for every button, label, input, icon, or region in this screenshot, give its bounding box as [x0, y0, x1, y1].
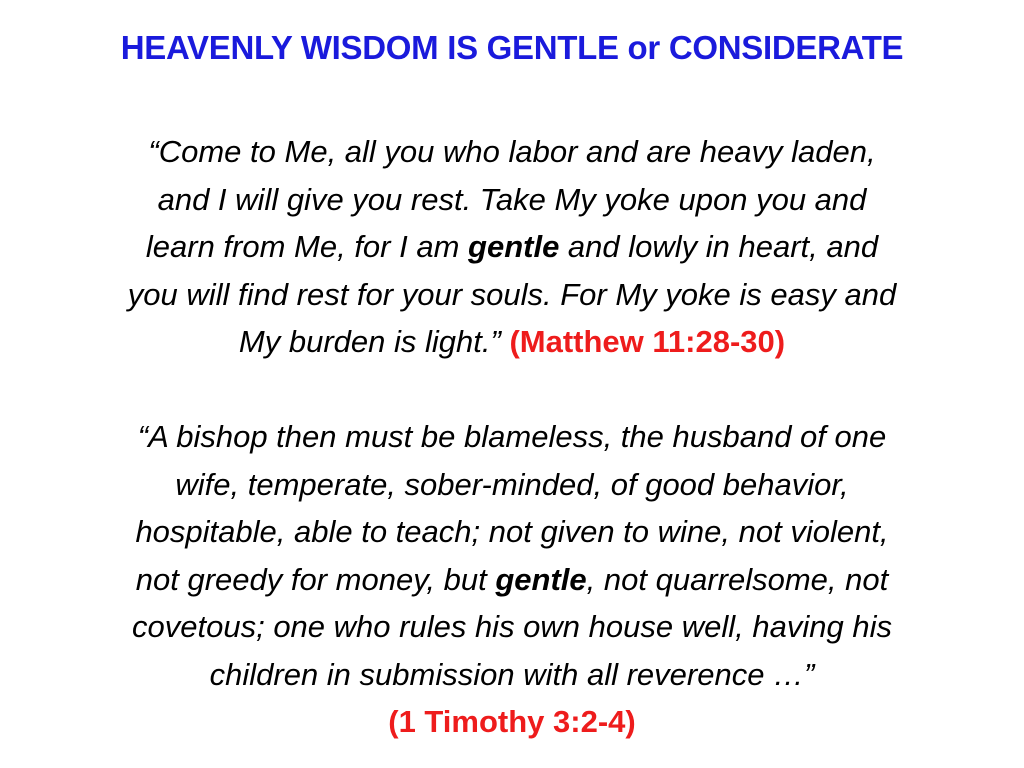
emphasis-word: gentle — [468, 229, 560, 264]
quote-text: and lowly in heart, and — [559, 229, 879, 264]
quote-line — [40, 176, 984, 224]
quote-text: My burden is light.” — [238, 324, 501, 359]
quote-line — [40, 603, 984, 651]
quote-text: learn from Me, for I am — [145, 229, 469, 264]
quote-text: not greedy for money, but — [135, 561, 496, 597]
quote-text: and I will give you rest. Take My yoke upon you and — [157, 181, 867, 217]
quote-text: you will find rest for your souls. For My yoke is easy and — [127, 276, 897, 312]
quote-text: wife, temperate, sober-minded, of good behavior, — [175, 466, 849, 502]
quote-line — [40, 461, 984, 509]
quote-text: “A bishop then must be blameless, the husband of one — [137, 419, 887, 454]
quote-line — [40, 651, 984, 699]
quote-line — [40, 318, 984, 366]
quote-line — [40, 508, 984, 556]
emphasis-word: gentle — [495, 561, 587, 597]
quote-line — [40, 698, 984, 746]
quote-line — [40, 556, 984, 604]
slide-title: HEAVENLY WISDOM IS GENTLE or CONSIDERATE — [120, 29, 904, 66]
scripture-reference: (Matthew 11:28-30) — [509, 324, 786, 359]
quote-timothy — [40, 413, 984, 746]
scripture-reference: (1 Timothy 3:2-4) — [388, 704, 636, 739]
quote-text: hospitable, able to teach; not given to wine, not violent, — [135, 514, 889, 549]
quote-text: children in submission with all reverence …” — [209, 656, 815, 692]
quote-line — [40, 271, 984, 319]
quote-text: “Come to Me, all you who labor and are heavy laden, — [148, 134, 876, 169]
quote-line — [40, 413, 984, 461]
quote-line — [40, 128, 984, 176]
quote-text: covetous; one who rules his own house well, having his — [132, 609, 892, 644]
quote-text: , not quarrelsome, not — [586, 561, 889, 597]
quote-line — [40, 223, 984, 271]
quote-matthew — [40, 128, 984, 366]
